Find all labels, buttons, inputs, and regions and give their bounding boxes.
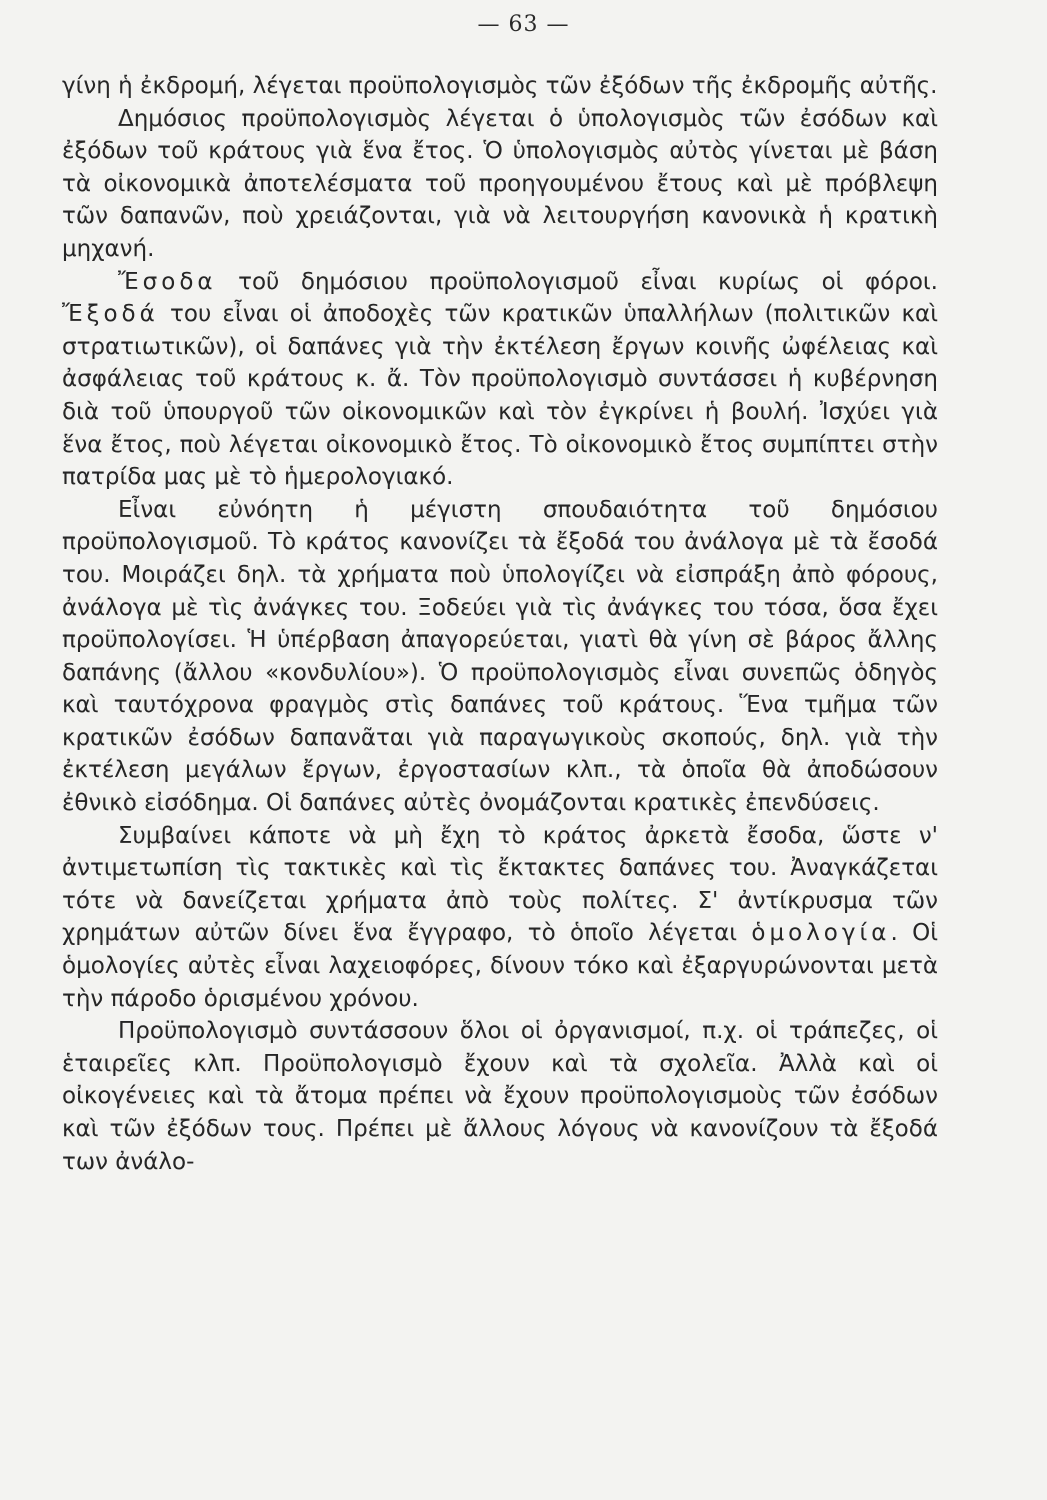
paragraph-3-text-b: του εἶναι οἱ ἀποδοχὲς τῶν κρατικῶν ὑπαλλήλων (πολιτικῶν καὶ στρατιωτικῶν), οἱ δαπάνες γιὰ τὴν ἐκτέλεση ἔργων κοινῆς ὠφέλειας καὶ ἀσφάλειας τοῦ κράτους κ. ἄ. Τὸν προϋπολογισμὸ συντάσσει ἡ κυβέρνηση διὰ τοῦ ὑπουργοῦ τῶν οἰκονομικῶν καὶ τὸν ἐγκρίνει ἡ βουλή. Ἰσχύει γιὰ ἕνα ἔτος, ποὺ λέγεται οἰκονομικὸ ἔτος. Τὸ οἰκονομικὸ ἔτος συμπίπτει στὴν πατρίδα μας μὲ τὸ ἡμερολογιακό. xyxy=(62,301,938,491)
spaced-term-exoda: Ἔξοδά xyxy=(62,301,159,328)
paragraph-4: Εἶναι εὐνόητη ἡ μέγιστη σπουδαιότητα τοῦ δημόσιου προϋπολογισμοῦ. Τὸ κράτος κανονίζει τὰ ἔξοδά του ἀνάλογα μὲ τὰ ἔσοδά του. Μοιράζει δηλ. τὰ χρήματα ποὺ ὑπολογίζει νὰ εἰσπράξη ἀπὸ φόρους, ἀνάλογα μὲ τὶς ἀνάγκες του. Ξοδεύει γιὰ τὶς ἀνάγκες του τόσα, ὅσα ἔχει προϋπολογίσει. Ἡ ὑπέρβαση ἀπαγορεύεται, γιατὶ θὰ γίνη σὲ βάρος ἄλλης δαπάνης (ἄλλου «κονδυλίου»). Ὁ προϋπολογισμὸς εἶναι συνεπῶς ὁδηγὸς καὶ ταυτόχρονα φραγμὸς στὶς δαπάνες τοῦ κράτους. Ἕνα τμῆμα τῶν κρατικῶν ἐσόδων δαπανᾶται γιὰ παραγωγικοὺς σκοπούς, δηλ. γιὰ τὴν ἐκτέλεση μεγάλων ἔργων, ἐργοστασίων κλπ., τὰ ὁποῖα θὰ ἀποδώσουν ἐθνικὸ εἰσόδημα. Οἱ δαπάνες αὐτὲς ὀνομάζονται κρατικὲς ἐπενδύσεις. xyxy=(62,496,938,817)
paragraph-3-text-a: τοῦ δημόσιου προϋπολογισμοῦ εἶναι κυρίως οἱ φόροι. xyxy=(216,268,938,295)
paragraph-1: γίνη ἡ ἐκδρομή, λέγεται προϋπολογισμὸς τῶν ἐξόδων τῆς ἐκδρομῆς αὐτῆς. xyxy=(62,73,938,99)
spaced-term-omologia: ὁμολογία xyxy=(751,920,891,947)
body-text xyxy=(62,70,938,1178)
paragraph-2: Δημόσιος προϋπολογισμὸς λέγεται ὁ ὑπολογισμὸς τῶν ἐσόδων καὶ ἐξόδων τοῦ κράτους γιὰ ἕνα ἔτος. Ὁ ὑπολογισμὸς αὐτὸς γίνεται μὲ βάση τὰ οἰκονομικὰ ἀποτελέσματα τοῦ προηγουμένου ἔτους καὶ μὲ πρόβλεψη τῶν δαπανῶν, ποὺ χρειάζονται, γιὰ νὰ λειτουργήση κανονικὰ ἡ κρατικὴ μηχανή. xyxy=(62,105,938,262)
paragraph-5-text-b: . Οἱ ὁμολογίες αὐτὲς εἶναι λαχειοφόρες, δίνουν τόκο καὶ ἐξαργυρώνονται μετὰ τὴν πάροδο ὁρισμένου χρόνου. xyxy=(62,920,938,1012)
paragraph-3 xyxy=(62,266,938,494)
paragraph-5-text-a: Συμβαίνει κάποτε νὰ μὴ ἔχη τὸ κράτος ἀρκετὰ ἔσοδα, ὥστε ν' ἀντιμετωπίση τὶς τακτικὲς καὶ τὶς ἔκτακτες δαπάνες του. Ἀναγκάζεται τότε νὰ δανείζεται χρήματα ἀπὸ τοὺς πολίτες. Σ' ἀντίκρυσμα τῶν χρημάτων αὐτῶν δίνει ἕνα ἔγγραφο, τὸ ὁποῖο λέγεται xyxy=(62,822,938,947)
spaced-term-esoda: Ἔσοδα xyxy=(118,268,217,295)
paragraph-6: Προϋπολογισμὸ συντάσσουν ὅλοι οἱ ὀργανισμοί, π.χ. οἱ τράπεζες, οἱ ἑταιρεῖες κλπ. Προϋπολογισμὸ ἔχουν καὶ τὰ σχολεῖα. Ἀλλὰ καὶ οἱ οἰκογένειες καὶ τὰ ἄτομα πρέπει νὰ ἔχουν προϋπολογισμοὺς τῶν ἐσόδων καὶ τῶν ἐξόδων τους. Πρέπει μὲ ἄλλους λόγους νὰ κανονίζουν τὰ ἔξοδά των ἀνάλο- xyxy=(62,1018,938,1175)
paragraph-5 xyxy=(62,820,938,1016)
page-number: — 63 — xyxy=(477,12,570,37)
